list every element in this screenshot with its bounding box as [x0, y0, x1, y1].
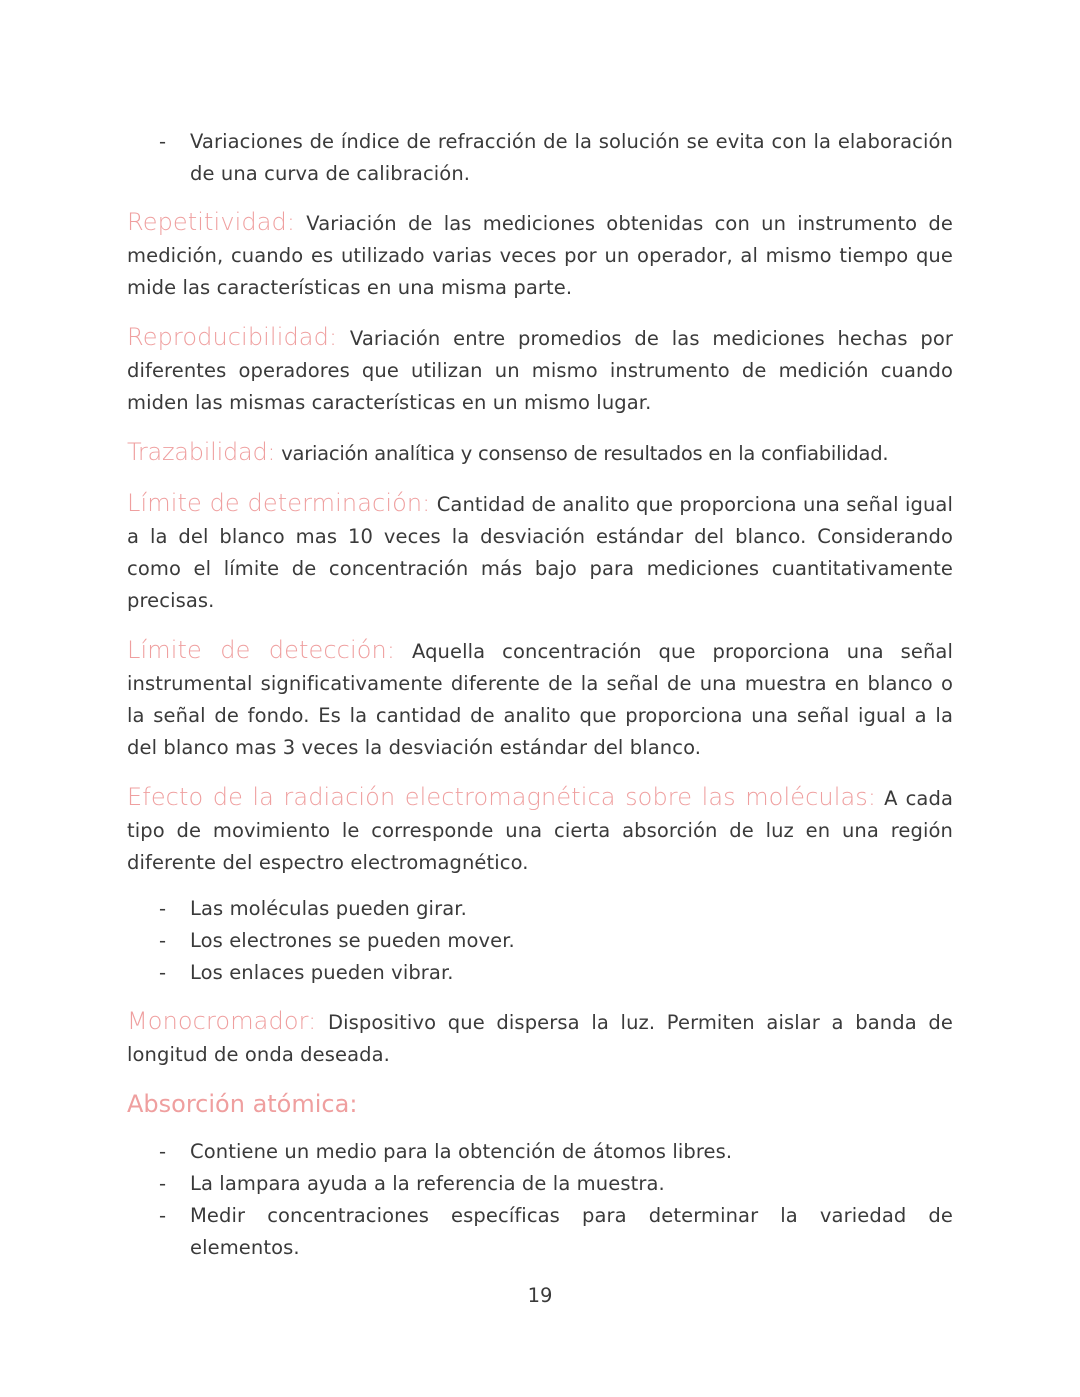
- dash-bullet: -: [159, 929, 167, 952]
- list-item: [127, 1168, 953, 1200]
- definition-term: Monocromador:: [127, 1007, 317, 1035]
- definition-limite-determinacion: [127, 487, 953, 617]
- definition-text: A cada tipo de movimiento le corresponde una cierta absorción de luz en una región diferente del espectro electromagnético.: [127, 787, 953, 874]
- definition-text: variación analítica y consenso de resultados en la confiabilidad.: [281, 442, 889, 465]
- list-item-text: Los enlaces pueden vibrar.: [190, 961, 454, 984]
- list-item-text: Medir concentraciones específicas para determinar la variedad de elementos.: [190, 1204, 953, 1259]
- definition-limite-deteccion: [127, 634, 953, 764]
- list-item-text: Las moléculas pueden girar.: [190, 897, 467, 920]
- definition-efecto-radiacion: [127, 781, 953, 879]
- list-item-text: Variaciones de índice de refracción de la solución se evita con la elaboración de una curva de calibración.: [190, 130, 953, 185]
- definition-term: Trazabilidad:: [127, 438, 276, 466]
- definition-reproducibilidad: [127, 321, 953, 419]
- definition-term: Efecto de la radiación electromagnética sobre las moléculas:: [127, 783, 877, 811]
- list-item: [127, 925, 953, 957]
- list-item: [127, 1200, 953, 1264]
- definition-term: Límite de detección:: [127, 636, 396, 664]
- intro-list: [127, 126, 953, 190]
- dash-bullet: -: [159, 1140, 167, 1163]
- definition-text: Aquella concentración que proporciona una señal instrumental significativamente diferente de la señal de una muestra en blanco o la señal de fondo. Es la cantidad de analito que proporciona una señal igual a la del blanco mas 3 veces la desviación estándar del blanco.: [127, 640, 953, 759]
- absorcion-list: [127, 1136, 953, 1264]
- definition-term: Reproducibilidad:: [127, 323, 338, 351]
- dash-bullet: -: [159, 961, 167, 984]
- molecules-list: [127, 893, 953, 989]
- list-item-text: La lampara ayuda a la referencia de la muestra.: [190, 1172, 665, 1195]
- definition-repetitividad: [127, 206, 953, 304]
- dash-bullet: -: [159, 897, 167, 920]
- definition-term: Repetitividad:: [127, 208, 296, 236]
- definition-text: Dispositivo que dispersa la luz. Permiten aislar a banda de longitud de onda deseada.: [127, 1011, 953, 1066]
- dash-bullet: -: [159, 1172, 167, 1195]
- section-heading-absorcion: Absorción atómica:: [127, 1090, 358, 1118]
- definition-text: Cantidad de analito que proporciona una señal igual a la del blanco mas 10 veces la desviación estándar del blanco. Considerando como el límite de concentración más bajo para mediciones cuantitativamente precisas.: [127, 493, 953, 612]
- list-item: [127, 893, 953, 925]
- dash-bullet: -: [159, 1204, 167, 1227]
- definition-term: Límite de determinación:: [127, 489, 431, 517]
- dash-bullet: -: [159, 130, 167, 153]
- page-number: 19: [527, 1284, 553, 1307]
- page-content: [127, 126, 953, 1280]
- definition-trazabilidad: [127, 436, 953, 470]
- definition-text: Variación de las mediciones obtenidas con un instrumento de medición, cuando es utilizado varias veces por un operador, al mismo tiempo que mide las características en una misma parte.: [127, 212, 953, 299]
- list-item: [127, 126, 953, 190]
- list-item-text: Contiene un medio para la obtención de átomos libres.: [190, 1140, 733, 1163]
- list-item: [127, 1136, 953, 1168]
- definition-monocromador: [127, 1005, 953, 1071]
- list-item-text: Los electrones se pueden mover.: [190, 929, 515, 952]
- list-item: [127, 957, 953, 989]
- definition-text: Variación entre promedios de las mediciones hechas por diferentes operadores que utilizan un mismo instrumento de medición cuando miden las mismas características en un mismo lugar.: [127, 327, 953, 414]
